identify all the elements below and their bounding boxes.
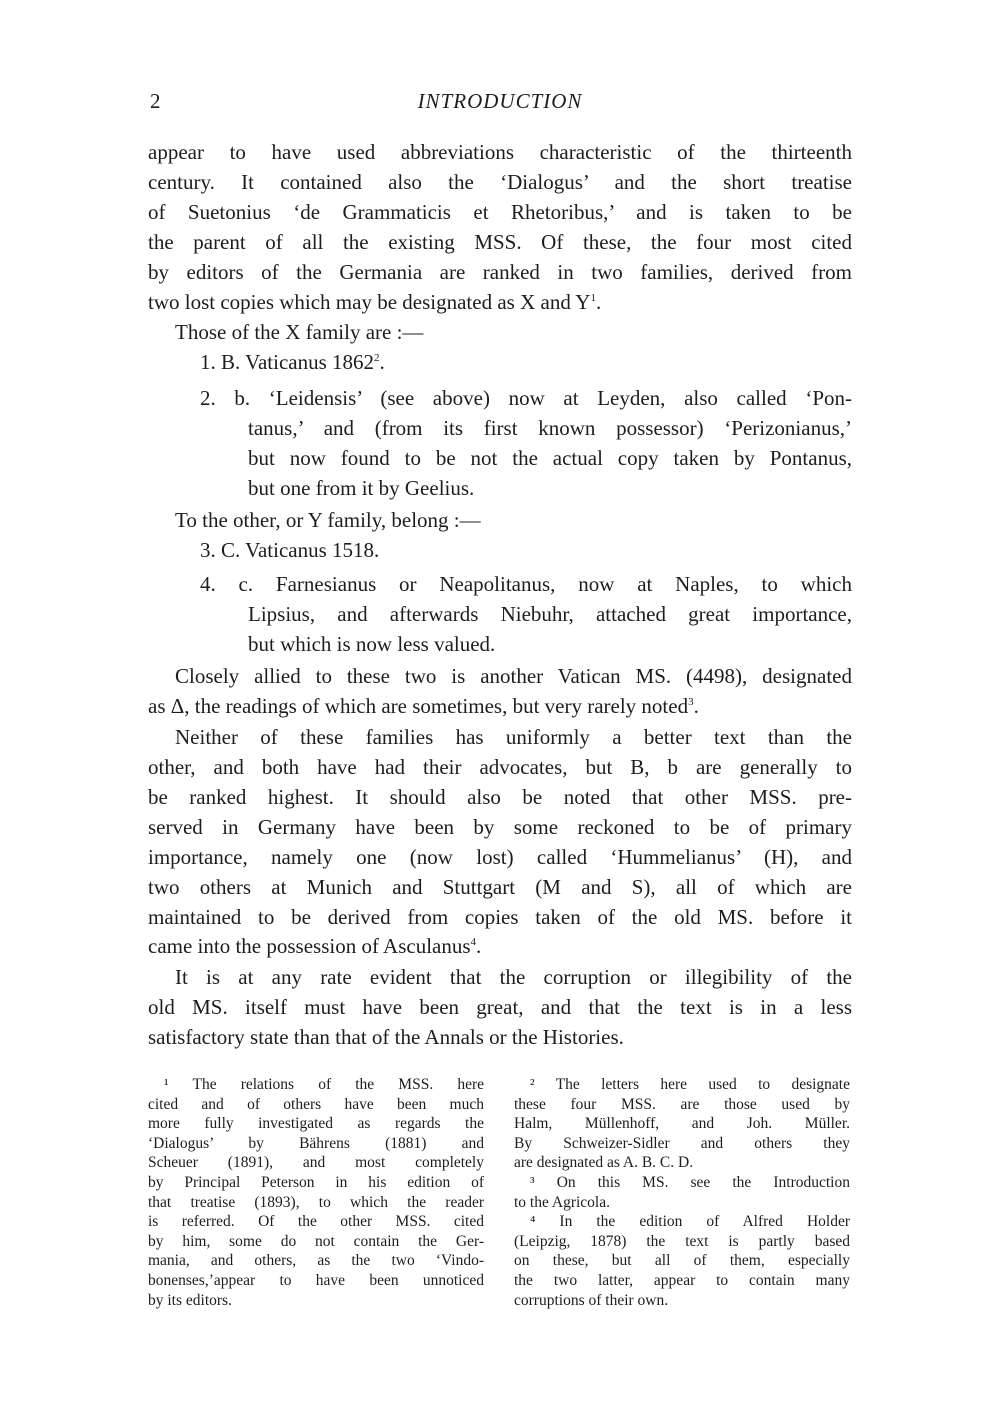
line-text: It is at any rate evident that the corruption or illegibility of the [175, 965, 852, 989]
footnote-line: cited and of others have been much [148, 1095, 484, 1113]
line-text: two others at Munich and Stuttgart (M and S), all of which are [148, 875, 852, 899]
paragraph-line [148, 1024, 624, 1050]
paragraph-line [148, 259, 852, 285]
line-text: the parent of all the existing MSS. Of these, the four most cited [148, 230, 852, 254]
paragraph-line [148, 874, 852, 900]
footnote-line: mania, and others, as the two ‘Vindo- [148, 1252, 484, 1270]
footnote-line: more fully investigated as regards the [148, 1115, 484, 1133]
footnote-line: bonenses,’appear to have been unnoticed [148, 1271, 484, 1289]
footnote-line: ⁴ In the edition of Alfred Holder [530, 1213, 850, 1231]
footnote-line: to the Agricola. [514, 1193, 610, 1211]
paragraph-line [148, 199, 852, 225]
line-text: as Δ, the readings of which are sometimes, but very rarely noted [148, 694, 689, 718]
paragraph-line [148, 169, 852, 195]
list-item [200, 537, 379, 563]
line-text: served in Germany have been by some reckoned to be of primary [148, 815, 852, 839]
line-text: but now found to be not the actual copy taken by Pontanus, [248, 446, 852, 470]
line-text: by editors of the Germania are ranked in two families, derived from [148, 260, 852, 284]
footnote-line: these four MSS. are those used by [514, 1095, 850, 1113]
line-text: 1. B. Vaticanus 1862 [200, 350, 375, 374]
footnote-line: on these, but all of them, especially [514, 1252, 850, 1270]
line-text: satisfactory state than that of the Annals or the Histories. [148, 1025, 624, 1049]
paragraph-line [175, 663, 852, 689]
footnote-line: by its editors. [148, 1291, 232, 1309]
line-text: be ranked highest. It should also be noted that other MSS. pre- [148, 785, 852, 809]
paragraph-line [200, 385, 852, 411]
footnote-ref: 1 [590, 292, 596, 304]
footnote-ref: 4 [470, 936, 477, 948]
paragraph-line [148, 904, 852, 930]
footnote-ref: 2 [374, 352, 380, 364]
line-text: Lipsius, and afterwards Niebuhr, attached great importance, [248, 602, 852, 626]
footnote-line: by Principal Peterson in his edition of [148, 1173, 484, 1191]
paragraph-line [148, 754, 852, 780]
paragraph-line [200, 571, 852, 597]
paragraph-line [148, 844, 852, 870]
running-title: INTRODUCTION [417, 89, 583, 113]
line-text: Those of the X family are :— [175, 320, 424, 344]
paragraph-line [148, 229, 852, 255]
line-text: but one from it by Geelius. [248, 476, 475, 500]
line-text: 4. c. Farnesianus or Neapolitanus, now at Naples, to which [200, 572, 852, 596]
line-text: century. It contained also the ‘Dialogus’ and the short treatise [148, 170, 852, 194]
footnote-line: ¹ The relations of the MSS. here [164, 1076, 484, 1093]
paragraph-line: came into the possession of Asculanus$^4$. [148, 934, 482, 958]
list-intro [175, 319, 423, 345]
page-number: 2 [150, 89, 161, 113]
line-text: Closely allied to these two is another Vatican MS. (4498), designated [175, 664, 852, 688]
line-text: importance, namely one (now lost) called ‘Hummelianus’ (H), and [148, 845, 852, 869]
list-item: 1. B. Vaticanus 1862$^2$. [200, 350, 385, 374]
footnote-line: ² The letters here used to designate [530, 1076, 850, 1093]
paragraph-line [148, 994, 852, 1020]
line-text: but which is now less valued. [248, 632, 496, 656]
footnotes-right [514, 1075, 850, 1310]
paragraph-line: as Δ, the readings of which are sometimes, but very rarely noted$^3$. [148, 694, 699, 718]
line-text: of Suetonius ‘de Grammaticis et Rhetoribus,’ and is taken to be [148, 200, 852, 224]
paragraph-line [248, 445, 852, 471]
footnotes-left [148, 1075, 484, 1310]
line-text: old MS. itself must have been great, and that the text is in a less [148, 995, 852, 1019]
footnote-line: corruptions of their own. [514, 1291, 669, 1309]
line-text: To the other, or Y family, belong :— [175, 508, 481, 532]
paragraph-line [148, 139, 852, 165]
footnote-line: by him, some do not contain the Ger- [148, 1232, 484, 1250]
line-text: appear to have used abbreviations characteristic of the thirteenth [148, 140, 852, 164]
paragraph-line [248, 601, 852, 627]
line-text: Neither of these families has uniformly a better text than the [175, 725, 852, 749]
footnote-line: By Schweizer-Sidler and others they [514, 1134, 850, 1152]
paragraph-line: two lost copies which may be designated as X and $Y^1$. [148, 290, 602, 314]
line-text: two lost copies which may be designated as X and Y [148, 290, 591, 314]
paragraph-line [175, 964, 852, 990]
paragraph-line [248, 415, 852, 441]
paragraph-line [248, 475, 474, 501]
footnote-line: (Leipzig, 1878) the text is partly based [514, 1232, 850, 1250]
footnote-line: ‘Dialogus’ by Bährens (1881) and [148, 1134, 484, 1152]
line-text: 2. b. ‘Leidensis’ (see above) now at Leyden, also called ‘Pon- [200, 386, 852, 410]
line-text: came into the possession of Asculanus [148, 934, 471, 958]
paragraph-line [175, 724, 852, 750]
footnote-line: ³ On this MS. see the Introduction [530, 1173, 850, 1191]
footnote-line: are designated as A. B. C. D. [514, 1154, 694, 1172]
paragraph-line [248, 631, 495, 657]
footnote-line: Scheuer (1891), and most completely [148, 1154, 484, 1172]
footnote-line: that treatise (1893), to which the reader [148, 1193, 484, 1211]
line-text: other, and both have had their advocates, but B, b are generally to [148, 755, 852, 779]
footnote-line: is referred. Of the other MSS. cited [148, 1213, 484, 1231]
footnote-line: Halm, Müllenhoff, and Joh. Müller. [514, 1115, 850, 1133]
line-text: maintained to be derived from copies taken of the old MS. before it [148, 905, 852, 929]
footnote-ref: 3 [688, 696, 694, 708]
line-text: 3. C. Vaticanus 1518. [200, 538, 380, 562]
list-intro [175, 507, 481, 533]
line-text: tanus,’ and (from its first known possessor) ‘Perizonianus,’ [248, 416, 852, 440]
footnote-line: the two latter, appear to contain many [514, 1271, 850, 1289]
paragraph-line [148, 784, 852, 810]
paragraph-line [148, 814, 852, 840]
